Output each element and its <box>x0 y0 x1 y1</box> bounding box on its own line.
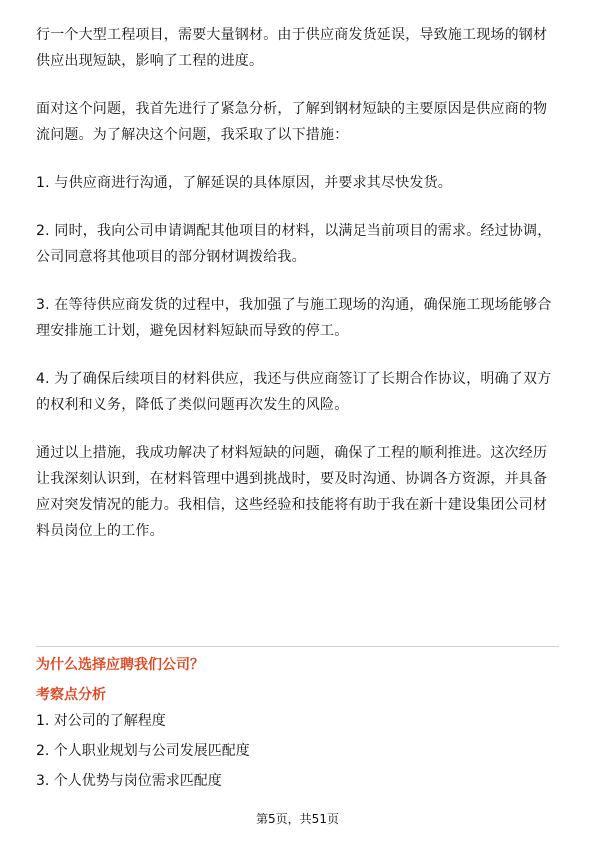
analysis-points-list <box>36 710 250 800</box>
analysis-point: 3. 个人优势与岗位需求匹配度 <box>36 773 222 789</box>
paragraph-conclusion: 通过以上措施，我成功解决了材料短缺的问题，确保了工程的顺利推进。这次经历让我深刻认识到，在材料管理中遇到挑战时，要及时沟通、协调各方资源，并具备应对突发情况的能力。我相信，这些经验和技能将有助于我在新十建设集团公司材料员岗位上的工作。 <box>36 445 548 539</box>
paragraph-measure-2: 2. 同时，我向公司申请调配其他项目的材料，以满足当前项目的需求。经过协调，公司同意将其他项目的部分钢材调拨给我。 <box>36 223 552 265</box>
paragraph-measure-4: 4. 为了确保后续项目的材料供应，我还与供应商签订了长期合作协议，明确了双方的权利和义务，降低了类似问题再次发生的风险。 <box>36 371 552 413</box>
analysis-point: 2. 个人职业规划与公司发展匹配度 <box>36 743 250 759</box>
section-divider <box>36 646 559 647</box>
paragraph-intro: 行一个大型工程项目，需要大量钢材。由于供应商发货延误，导致施工现场的钢材供应出现短缺，影响了工程的进度。 <box>36 27 548 69</box>
paragraph-measure-1: 1. 与供应商进行沟通，了解延误的具体原因，并要求其尽快发货。 <box>36 175 453 191</box>
page-number: 第5页，共51页 <box>256 812 339 826</box>
paragraph-measure-3: 3. 在等待供应商发货的过程中，我加强了与施工现场的沟通，确保施工现场能够合理安排施工计划，避免因材料短缺而导致的停工。 <box>36 297 552 339</box>
document-body <box>36 22 559 566</box>
question-heading: 为什么选择应聘我们公司？ <box>36 657 204 673</box>
analysis-point: 1. 对公司的了解程度 <box>36 713 166 729</box>
analysis-heading: 考察点分析 <box>36 687 106 703</box>
paragraph-analysis: 面对这个问题，我首先进行了紧急分析，了解到钢材短缺的主要原因是供应商的物流问题。为了解决这个问题，我采取了以下措施： <box>36 101 548 143</box>
